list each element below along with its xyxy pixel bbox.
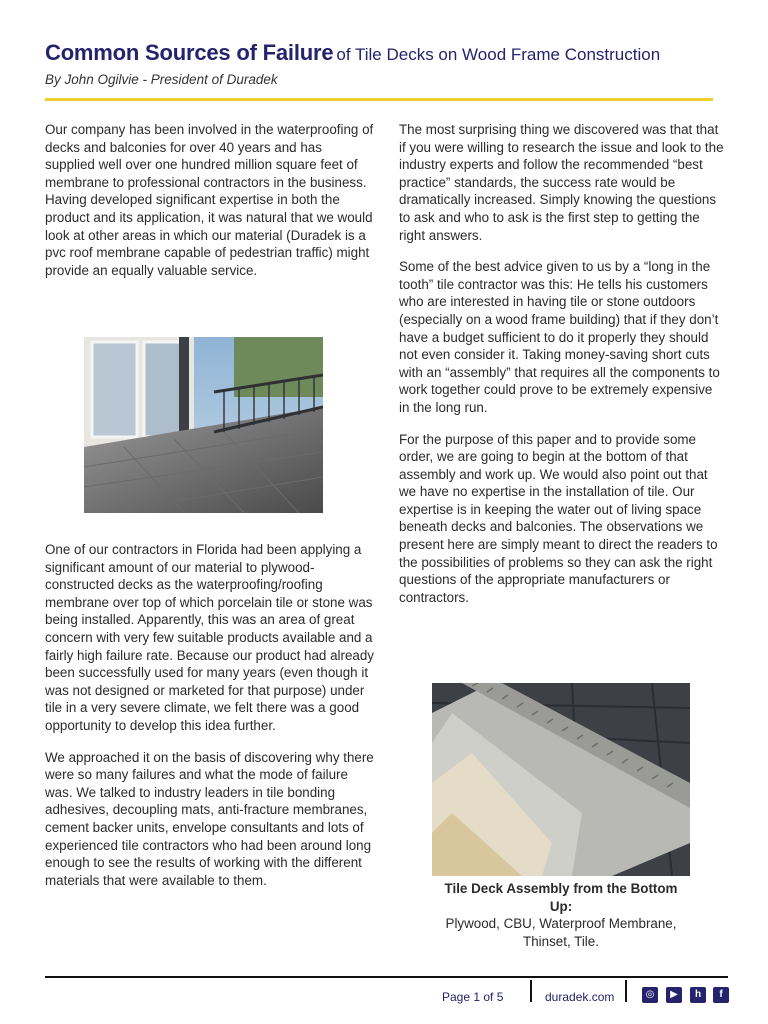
footer-divider [625, 980, 627, 1002]
caption-text: Plywood, CBU, Waterproof Membrane, Thinset, Tile. [445, 916, 677, 949]
caption-title: Tile Deck Assembly from the Bottom Up: [444, 881, 678, 914]
page-title [45, 40, 715, 66]
houzz-icon[interactable]: h [690, 987, 706, 1003]
paragraph: Our company has been involved in the waterproofing of decks and balconies for over 40 years and has supplied well over one hundred million square feet of membrane to professional contractors in the business. Having developed significant expertise in both the product and its application, it was natural that we would look at other areas in which our material (Duradek is a pvc roof membrane capable of pedestrian traffic) might provide an equally valuable service. [45, 122, 374, 278]
facebook-icon[interactable]: f [713, 987, 729, 1003]
youtube-icon[interactable]: ▶ [666, 987, 682, 1003]
footer-rule [45, 976, 728, 978]
title-bold: Common Sources of Failure [45, 40, 334, 65]
paragraph: The most surprising thing we discovered was that that if you were willing to research the issue and look to the industry experts and follow the recommended “best practice” standards, the success rate would be dramatically increased. Simply knowing the questions to ask and who to ask is the first step to getting the right answers. [399, 122, 724, 243]
page-header [45, 40, 715, 87]
photo-caption [432, 880, 690, 950]
page-number: Page 1 of 5 [442, 990, 504, 1004]
paragraph: One of our contractors in Florida had been applying a significant amount of our material to plywood-constructed decks as the waterproofing/roofing membrane over top of which porcelain tile or stone was being installed. Apparently, this was an area of great concern with very few suitable products available and a fairly high failure rate. Because our product had already been successfully used for many years (even though it was not designed or marketed for that purpose) under tile in a very severe climate, we felt there was a good opportunity to develop this idea further. [45, 542, 375, 733]
paragraph: We approached it on the basis of discovering why there were so many failures and what the mode of failure was. We talked to industry leaders in tile bonding adhesives, decoupling mats, anti-fracture membranes, cement backer units, envelope consultants and lots of experienced tile contractors who had been around long enough to see the results of working with the different materials that were available to them. [45, 749, 374, 888]
right-column [399, 121, 724, 620]
website-link[interactable]: duradek.com [545, 990, 615, 1004]
paragraph: For the purpose of this paper and to provide some order, we are going to begin at the bottom of that assembly and work up. We would also point out that we have no expertise in the installation of tile. Our expertise is in keeping the water out of living space beneath decks and balconies. The observations we present here are simply meant to direct the readers to the possibilities of problems so they can ask the right questions of the appropriate manufacturers or contractors. [399, 431, 718, 605]
instagram-icon[interactable]: ◎ [642, 987, 658, 1003]
byline: By John Ogilvie - President of Duradek [45, 72, 278, 87]
footer-divider [530, 980, 532, 1002]
deck-photo [84, 337, 323, 513]
left-column-bottom [45, 541, 375, 903]
title-subtitle: of Tile Decks on Wood Frame Construction [336, 45, 661, 64]
paragraph: Some of the best advice given to us by a “long in the tooth” tile contractor was this: He tells his customers who are interested in having tile or stone outdoors (especially on a wood frame building) that if they don’t have a budget sufficient to do it properly they should not even consider it. Taking money-saving short cuts with an “assembly” that requires all the components to work together could prove to be extremely expensive in the long run. [399, 259, 720, 415]
assembly-photo [432, 683, 690, 876]
left-column-top [45, 121, 375, 293]
header-rule [45, 98, 713, 101]
